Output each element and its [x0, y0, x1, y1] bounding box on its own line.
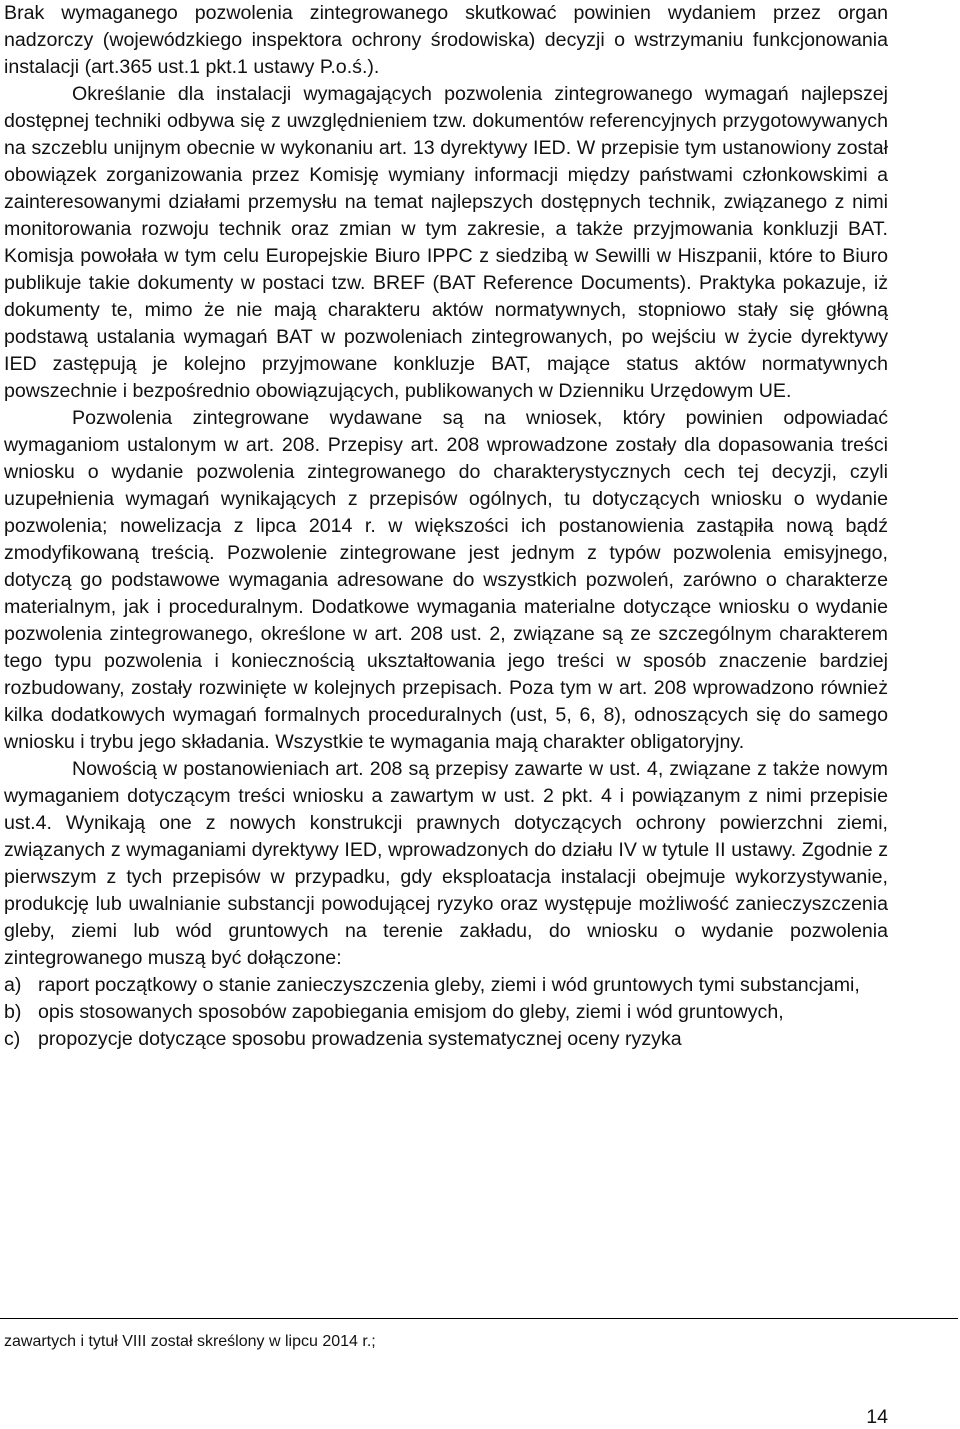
- required-attachments-list: [4, 972, 888, 1053]
- paragraph-art-208-novelty: Nowością w postanowieniach art. 208 są przepisy zawarte w ust. 4, związane z także nowym wymaganiem dotyczącym treści wniosku a zawartym w ust. 2 pkt. 4 i powiązanym z nimi przepisie ust.4. Wynikają one z nowych konstrukcji prawnych dotyczących ochrony powierzchni ziemi, związanych z wymaganiami dyrektywy IED, wprowadzonych do działu IV w tytule II ustawy. Zgodnie z pierwszym z tych przepisów w przypadku, gdy eksploatacja instalacji obejmuje wykorzystywanie, produkcję lub uwalnianie substancji powodującej ryzyko oraz występuje możliwość zanieczyszczenia gleby, ziemi lub wód gruntowych na terenie zakładu, do wniosku o wydanie pozwolenia zintegrowanego muszą być dołączone:: [4, 758, 888, 969]
- list-item: [4, 999, 888, 1026]
- list-item: [4, 972, 888, 999]
- paragraph-bat-reference-documents: Określanie dla instalacji wymagających pozwolenia zintegrowanego wymagań najlepszej dostępnej techniki odbywa się z uwzględnieniem tzw. dokumentów referencyjnych przygotowywanych na szczeblu unijnym obecnie w wykonaniu art. 13 dyrektywy IED. W przepisie tym ustanowiony został obowiązek zorganizowania przez Komisję wymiany informacji między państwami członkowskimi a zainteresowanymi działami przemysłu na temat najlepszych dostępnych technik, związanego z nimi monitorowania rozwoju technik oraz zmian w tym zakresie, a także przyjmowania konkluzji BAT. Komisja powołała w tym celu Europejskie Biuro IPPC z siedzibą w Sewilli w Hiszpanii, które to Biuro publikuje takie dokumenty w postaci tzw. BREF (BAT Reference Documents). Praktyka pokazuje, iż dokumenty te, mimo że nie mają charakteru aktów normatywnych, stopniowo stały się główną podstawą ustalania wymagań BAT w pozwoleniach zintegrowanych, po wejściu w życie dyrektywy IED zastępują je kolejno przyjmowane konkluzje BAT, mające status aktów normatywnych powszechnie i bezpośrednio obowiązujących, publikowanych w Dzienniku Urzędowym UE.: [4, 83, 888, 402]
- footnote-text: zawartych i tytuł VIII został skreślony w lipcu 2014 r.;: [4, 1333, 376, 1350]
- paragraph-integrated-permit-application: Pozwolenia zintegrowane wydawane są na wniosek, który powinien odpowiadać wymaganiom ustalonym w art. 208. Przepisy art. 208 wprowadzone zostały dla dopasowania treści wniosku o wydanie pozwolenia zintegrowanego do charakterystycznych cech tej decyzji, czyli uzupełnienia wymagań wynikających z przepisów ogólnych, tu dotyczących wniosku o wydanie pozwolenia; nowelizacja z lipca 2014 r. w większości ich postanowienia zastąpiła nową bądź zmodyfikowaną treścią. Pozwolenie zintegrowane jest jednym z typów pozwolenia emisyjnego, dotyczą go podstawowe wymagania adresowane do wszystkich pozwoleń, zarówno o charakterze materialnym, jak i proceduralnym. Dodatkowe wymagania materialne dotyczące wniosku o wydanie pozwolenia zintegrowanego, określone w art. 208 ust. 2, związane są ze szczególnym charakterem tego typu pozwolenia i koniecznością ukształtowania jego treści w sposób znaczenie bardziej rozbudowany, zostały rozwinięte w kolejnych przepisach. Poza tym w art. 208 wprowadzono również kilka dodatkowych wymagań formalnych proceduralnych (ust, 5, 6, 8), odnoszących się do samego wniosku i trybu jego składania. Wszystkie te wymagania mają charakter obligatoryjny.: [4, 407, 888, 753]
- list-item-text: raport początkowy o stanie zanieczyszczenia gleby, ziemi i wód gruntowych tymi substancjami,: [38, 974, 860, 996]
- list-marker: c): [4, 1028, 21, 1050]
- list-item: [4, 1026, 888, 1053]
- list-marker: b): [4, 1001, 22, 1023]
- list-item-text: opis stosowanych sposobów zapobiegania emisjom do gleby, ziemi i wód gruntowych,: [38, 1001, 784, 1023]
- list-item-text: propozycje dotyczące sposobu prowadzenia systematycznej oceny ryzyka: [38, 1028, 682, 1050]
- list-marker: a): [4, 974, 22, 996]
- page-body: [4, 0, 888, 1053]
- footnote-separator: [0, 1318, 958, 1319]
- paragraph-permit-absence: Brak wymaganego pozwolenia zintegrowanego skutkować powinien wydaniem przez organ nadzorczy (wojewódzkiego inspektora ochrony środowiska) decyzji o wstrzymaniu funkcjonowania instalacji (art.365 ust.1 pkt.1 ustawy P.o.ś.).: [4, 2, 888, 78]
- page-number: 14: [866, 1406, 888, 1428]
